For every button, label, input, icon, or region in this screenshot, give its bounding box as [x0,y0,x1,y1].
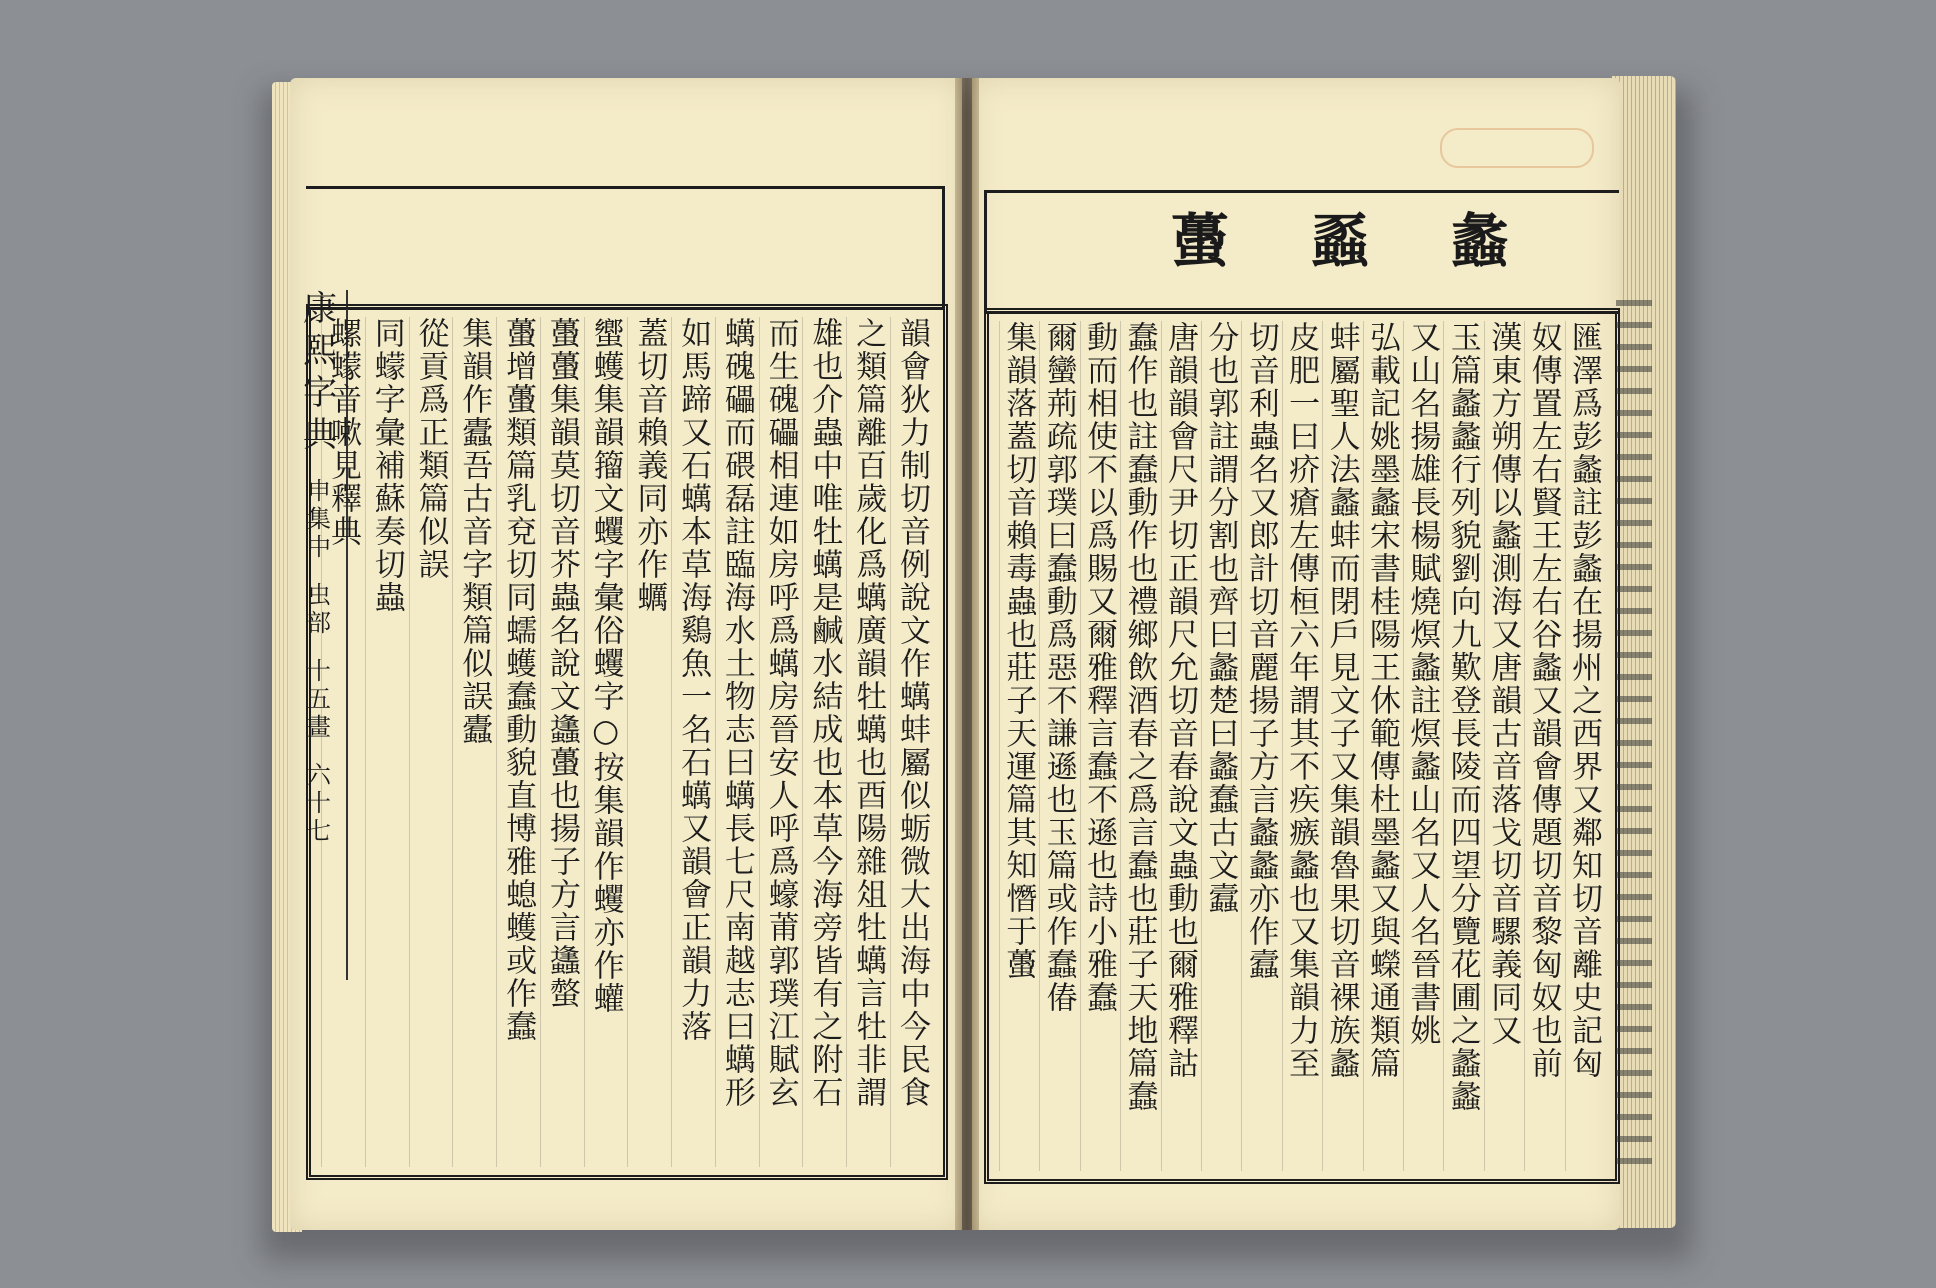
stroke-count: 十五畫 [302,658,331,742]
text-column: 蠆蠆集韻莫切音芥蟲名說文蠭蠆也揚子方言蠭螫 [540,317,583,1167]
text-column: 雄也介蟲中唯牡蠇是鹹水結成也本草今海旁皆有之附石 [802,317,845,1167]
text-column: 蠆增蠆類篇乳兗切同蠕蠖蠢動貌直博雅螅蠖或作蠢 [496,317,539,1167]
text-column: 蚌屬聖人法蠡蚌而閉戶見文子又集韻魯果切音裸族蠡 [1322,321,1362,1171]
book-gutter [955,78,979,1230]
book-section: 申集中 [302,478,331,562]
text-column: 玉篇蠡蠡行列貌劉向九歎登長陵而四望分覽花圃之蠡蠡 [1443,321,1483,1171]
text-column: 蠢作也註蠢動作也禮鄉飲酒春之爲言蠢也莊子天地篇蠢 [1120,321,1160,1171]
seal-char-1: 蠡 [1450,207,1509,275]
text-column: 爾蠻荊疏郭璞曰蠢動爲惡不謙遜也玉篇或作蠢偆 [1039,321,1079,1171]
book-title: 康熙字典 [296,290,337,458]
text-column: 弘載記姚墨蠡宋書桂陽王休範傳杜墨蠡又與蠑通類篇 [1363,321,1403,1171]
text-column: 蓋切音賴義同亦作蠣 [627,317,670,1167]
paper-stain [1440,128,1594,168]
text-column: 又山名揚雄長楊賦燒熐蠡註熐蠡山名又人名晉書姚 [1403,321,1443,1171]
text-column: 唐韻韻會尺尹切正韻尺允切音春說文蟲動也爾雅釋詁 [1161,321,1201,1171]
right-text-columns [999,321,1605,1171]
text-column: 而生磈礧相連如房呼爲蠇房晉安人呼爲蠔莆郭璞江賦玄 [759,317,802,1167]
text-column: 匯澤爲彭蠡註彭蠡在揚州之西界又鄰知切音離史記匈 [1565,321,1605,1171]
text-column: 同蠓字彙補蘇奏切蟲 [365,317,408,1167]
text-column: 漢東方朔傳以蠡測海又唐韻古音落戈切音騾義同又 [1484,321,1524,1171]
left-header-box [306,186,945,310]
page-edge-ink [1616,300,1652,1180]
seal-script-header [1130,196,1550,276]
text-column: 韻會狄力制切音例說文作蠇蚌屬似蛎微大出海中今民食 [890,317,933,1167]
seal-char-3: 蠆 [1170,207,1229,275]
text-column: 之類篇離百歲化爲蠇廣韻牡蠇也酉陽雜俎牡蠇言牡非謂 [846,317,889,1167]
text-column: 動而相使不以爲賜又爾雅釋言蠢不遜也詩小雅蠢 [1080,321,1120,1171]
text-column: 蠇磈礧而碨磊註臨海水土物志曰蠇長七尺南越志曰蠇形 [715,317,758,1167]
text-column: 皮肥一曰疥瘡左傳桓六年謂其不疾瘯蠡也又集韻力至 [1282,321,1322,1171]
text-column: 如馬蹄又石蠇本草海鷄魚一名石蠇又韻會正韻力落 [671,317,714,1167]
text-column: 從貢爲正類篇似誤 [409,317,452,1167]
right-text-frame [984,308,1620,1184]
text-column: 螺蠓音嗽見釋典 [321,317,364,1167]
text-column: 蠁蠖集韻籀文蠼字彙俗蠼字○按集韻作蠼亦作蠸 [584,317,627,1167]
text-column: 切音利蟲名又郎計切音麗揚子方言蠡蠡亦作蠧 [1241,321,1281,1171]
text-column: 奴傳置左右賢王左右谷蠡又韻會傳題切音黎匈奴也前 [1524,321,1564,1171]
left-text-frame [306,304,948,1180]
left-text-columns [321,317,933,1167]
radical-section: 虫部 [302,582,331,638]
text-column: 集韻作蠹吾古音字類篇似誤蠹 [452,317,495,1167]
text-column: 集韻落蓋切音賴毒蟲也莊子天運篇其知憯于蠆 [999,321,1039,1171]
seal-char-2: 蟸 [1310,207,1369,275]
folio-number: 六十七 [302,762,331,846]
text-column: 分也郭註謂分割也齊曰蠡楚曰蠡蠢古文蠧 [1201,321,1241,1171]
